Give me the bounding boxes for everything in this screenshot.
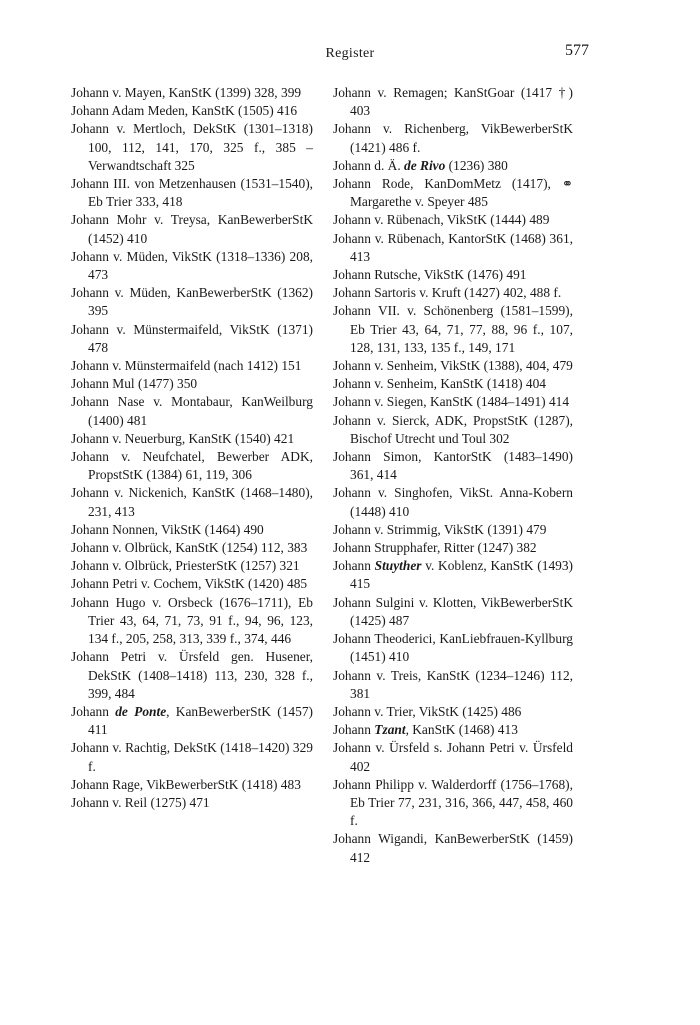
entry-text: Johann Rage, VikBewerberStK (1418) 483	[71, 776, 301, 792]
index-column-right	[333, 84, 573, 867]
index-entry	[333, 521, 573, 539]
entry-text: Johann v. Olbrück, PriesterStK (1257) 321	[71, 558, 300, 574]
italic-name: de Rivo	[404, 157, 446, 173]
entry-text: Johann Sartoris v. Kruft (1427) 402, 488 f.	[333, 285, 562, 301]
entry-text: Johann v. Olbrück, KanStK (1254) 112, 383	[71, 540, 308, 556]
entry-text: Johann v. Ürsfeld s. Johann Petri v. Ürsfeld 402	[333, 740, 573, 774]
index-entry	[71, 521, 313, 539]
entry-text: Johann v. Mertloch, DekStK (1301–1318) 100, 112, 141, 170, 325 f., 385 – Verwandtschaft 325	[71, 121, 313, 173]
index-entry	[71, 211, 313, 247]
entry-text: Johann	[333, 558, 375, 574]
index-entry	[71, 594, 313, 649]
entry-text: Johann Adam Meden, KanStK (1505) 416	[71, 103, 298, 119]
index-entry	[333, 357, 573, 375]
entry-text: Johann v. Strimmig, VikStK (1391) 479	[333, 521, 547, 537]
index-entry	[333, 703, 573, 721]
index-entry	[333, 721, 573, 739]
entry-text: Johann v. Senheim, VikStK (1388), 404, 479	[333, 358, 573, 374]
index-entry	[71, 539, 313, 557]
index-entry	[71, 575, 313, 593]
entry-text: , KanBewerberStK (1457) 411	[88, 703, 313, 738]
index-entry	[333, 830, 573, 866]
index-entry	[333, 284, 573, 302]
entry-text: Johann Petri v. Ürsfeld gen. Husener, DekStK (1408–1418) 113, 230, 328 f., 399, 484	[71, 649, 313, 701]
entry-text: Johann Nonnen, VikStK (1464) 490	[71, 521, 264, 537]
index-entry	[71, 375, 313, 393]
entry-text: Johann v. Senheim, KanStK (1418) 404	[333, 376, 546, 392]
index-entry	[333, 84, 573, 120]
index-entry	[333, 375, 573, 393]
entry-text: Johann v. Remagen; KanStGoar (1417 †) 403	[333, 85, 573, 119]
index-entry	[71, 648, 313, 703]
entry-text: (1236) 380	[445, 157, 508, 173]
entry-text: Johann Mohr v. Treysa, KanBewerberStK (1452) 410	[71, 212, 313, 246]
index-entry	[71, 175, 313, 211]
index-entry	[71, 102, 313, 120]
italic-name: Stuyther	[374, 558, 422, 574]
entry-text: Johann d. Ä.	[333, 157, 405, 173]
entry-text: Johann Strupphafer, Ritter (1247) 382	[333, 540, 537, 556]
index-entry	[333, 539, 573, 557]
entry-text: Johann Philipp v. Walderdorff (1756–1768), Eb Trier 77, 231, 316, 366, 447, 458, 460 f.	[333, 776, 573, 829]
entry-text: Johann v. Reil (1275) 471	[71, 794, 210, 810]
entry-text: Johann v. Trier, VikStK (1425) 486	[333, 703, 522, 719]
index-entry	[333, 230, 573, 266]
index-entry	[333, 448, 573, 484]
entry-text: Johann v. Singhofen, VikSt. Anna-Kobern (1448) 410	[333, 485, 573, 519]
entry-text: Johann Rode, KanDomMetz (1417), ⚭ Margarethe v. Speyer 485	[333, 176, 573, 210]
entry-text: Johann v. Rachtig, DekStK (1418–1420) 329 f.	[71, 740, 313, 774]
index-entry	[71, 557, 313, 575]
entry-text: Johann v. Richenberg, VikBewerberStK (1421) 486 f.	[333, 121, 573, 155]
index-entry	[333, 484, 573, 520]
index-entry	[333, 211, 573, 229]
index-entry	[333, 302, 573, 357]
italic-name: de Ponte	[115, 703, 167, 719]
entry-text: Johann v. Neufchatel, Bewerber ADK, PropstStK (1384) 61, 119, 306	[71, 449, 313, 483]
entry-text: Johann Wigandi, KanBewerberStK (1459) 412	[333, 831, 573, 865]
entry-text: Johann Simon, KantorStK (1483–1490) 361, 414	[333, 449, 573, 483]
entry-text: Johann v. Mayen, KanStK (1399) 328, 399	[71, 85, 302, 100]
index-entry	[333, 776, 573, 831]
entry-text: Johann v. Treis, KanStK (1234–1246) 112, 381	[333, 667, 573, 701]
index-entry	[71, 84, 313, 102]
index-entry	[71, 776, 313, 794]
entry-text: Johann	[333, 722, 375, 738]
entry-text: Johann v. Rübenach, KantorStK (1468) 361, 413	[333, 230, 573, 264]
index-entry	[71, 321, 313, 357]
index-entry	[333, 175, 573, 211]
entry-text: Johann v. Münstermaifeld, VikStK (1371) 478	[71, 321, 313, 355]
entry-text: , KanStK (1468) 413	[405, 722, 518, 738]
running-header-title: Register	[325, 46, 375, 61]
page-number: 577	[565, 42, 589, 59]
entry-text: Johann v. Sierck, ADK, PropstStK (1287), Bischof Utrecht und Toul 302	[333, 412, 573, 446]
entry-text: Johann Petri v. Cochem, VikStK (1420) 485	[71, 576, 308, 592]
index-entry	[71, 120, 313, 175]
index-entry	[333, 412, 573, 448]
index-entry	[71, 448, 313, 484]
entry-text: Johann v. Rübenach, VikStK (1444) 489	[333, 212, 550, 228]
index-entry	[333, 667, 573, 703]
index-entry	[333, 739, 573, 775]
index-entry	[333, 393, 573, 411]
index-entry	[71, 484, 313, 520]
entry-text: Johann VII. v. Schönenberg (1581–1599), Eb Trier 43, 64, 71, 77, 88, 96 f., 107, 128, 131, 133, 135 f., 149, 171	[333, 303, 573, 355]
index-entry	[71, 357, 313, 375]
entry-text: Johann Hugo v. Orsbeck (1676–1711), Eb Trier 43, 64, 71, 73, 91 f., 94, 96, 123, 134 f., 205, 258, 313, 339 f., 374, 446	[71, 594, 313, 647]
entry-text: Johann v. Siegen, KanStK (1484–1491) 414	[333, 394, 570, 410]
index-entry	[333, 630, 573, 666]
index-entry	[71, 703, 313, 739]
index-entry	[333, 120, 573, 156]
index-entry	[333, 594, 573, 630]
index-entry	[333, 266, 573, 284]
entry-text: Johann v. Müden, KanBewerberStK (1362) 395	[71, 285, 313, 319]
entry-text: Johann Rutsche, VikStK (1476) 491	[333, 267, 527, 283]
entry-text: Johann v. Münstermaifeld (nach 1412) 151	[71, 358, 302, 374]
index-entry	[71, 393, 313, 429]
index-entry	[71, 430, 313, 448]
entry-text: Johann Nase v. Montabaur, KanWeilburg (1400) 481	[71, 394, 313, 428]
entry-text: Johann Theoderici, KanLiebfrauen-Kyllburg (1451) 410	[333, 631, 573, 665]
index-entry	[333, 157, 573, 175]
italic-name: Tzant	[374, 722, 406, 738]
index-entry	[71, 794, 313, 812]
entry-text: Johann Mul (1477) 350	[71, 376, 198, 392]
index-entry	[333, 557, 573, 593]
entry-text: Johann Sulgini v. Klotten, VikBewerberStK (1425) 487	[333, 594, 573, 628]
index-entry	[71, 248, 313, 284]
index-entry	[71, 739, 313, 775]
entry-text: Johann	[71, 703, 116, 719]
entry-text: v. Koblenz, KanStK (1493) 415	[350, 558, 573, 592]
index-entry	[71, 284, 313, 320]
entry-text: Johann v. Neuerburg, KanStK (1540) 421	[71, 430, 295, 446]
entry-text: Johann v. Müden, VikStK (1318–1336) 208, 473	[71, 248, 313, 283]
entry-text: Johann v. Nickenich, KanStK (1468–1480), 231, 413	[71, 485, 313, 519]
index-column-left	[71, 84, 313, 812]
entry-text: Johann III. von Metzenhausen (1531–1540), Eb Trier 333, 418	[71, 176, 313, 210]
